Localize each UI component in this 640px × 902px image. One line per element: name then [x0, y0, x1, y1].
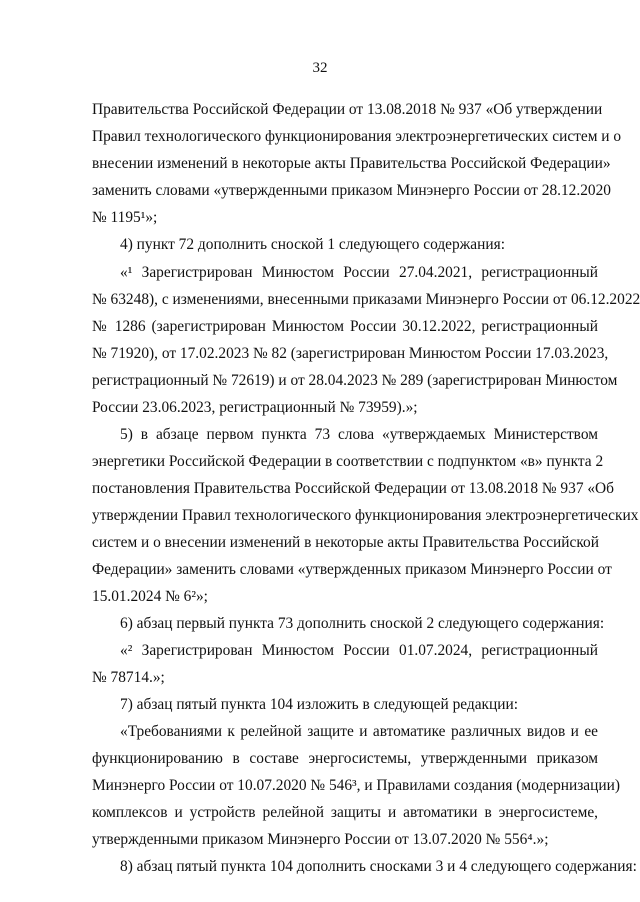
- text-line: «Требованиями к релейной защите и автоматике различных видов и ее: [120, 723, 598, 740]
- page-number: 32: [312, 60, 328, 76]
- text-line: заменить словами «утвержденными приказом Минэнерго России от 28.12.2020: [92, 182, 612, 199]
- text-line: утвержденными приказом Минэнерго России от 13.07.2020 № 556⁴.»;: [92, 831, 549, 848]
- text-line: № 1286 (зарегистрирован Минюстом России 30.12.2022, регистрационный: [92, 318, 598, 335]
- text-line: энергетики Российской Федерации в соответствии с подпунктом «в» пункта 2: [92, 453, 604, 470]
- text-line: России 23.06.2023, регистрационный № 73959).»;: [92, 399, 418, 416]
- text-line: Минэнерго России от 10.07.2020 № 546³, и Правилами создания (модернизации): [92, 777, 620, 794]
- text-line: 6) абзац первый пункта 73 дополнить сноской 2 следующего содержания:: [120, 615, 605, 632]
- text-line: № 1195¹»;: [92, 209, 158, 226]
- text-line: № 71920), от 17.02.2023 № 82 (зарегистрирован Минюстом России 17.03.2023,: [92, 345, 609, 362]
- text-line: регистрационный № 72619) и от 28.04.2023 № 289 (зарегистрирован Минюстом: [92, 372, 618, 389]
- text-line: Правил технологического функционирования электроэнергетических систем и о: [92, 128, 622, 145]
- text-line: «² Зарегистрирован Минюстом России 01.07.2024, регистрационный: [120, 642, 598, 659]
- text-line: 5) в абзаце первом пункта 73 слова «утверждаемых Министерством: [120, 426, 598, 443]
- text-line: № 63248), с изменениями, внесенными приказами Минэнерго России от 06.12.2022: [92, 291, 640, 308]
- text-line: систем и о внесении изменений в некоторые акты Правительства Российской: [92, 534, 599, 551]
- text-line: № 78714.»;: [92, 669, 165, 686]
- text-line: постановления Правительства Российской Федерации от 13.08.2018 № 937 «Об: [92, 480, 615, 497]
- text-line: 15.01.2024 № 6²»;: [92, 588, 208, 605]
- text-line: Правительства Российской Федерации от 13.08.2018 № 937 «Об утверждении: [92, 101, 603, 118]
- text-line: функционированию в составе энергосистемы, утвержденными приказом: [92, 750, 598, 767]
- text-line: внесении изменений в некоторые акты Правительства Российской Федерации»: [92, 155, 611, 172]
- text-line: утверждении Правил технологического функционирования электроэнергетических: [92, 507, 639, 524]
- text-line: комплексов и устройств релейной защиты и автоматики в энергосистеме,: [92, 804, 598, 821]
- text-line: «¹ Зарегистрирован Минюстом России 27.04.2021, регистрационный: [120, 264, 598, 281]
- text-line: 4) пункт 72 дополнить сноской 1 следующего содержания:: [120, 236, 505, 253]
- text-line: 7) абзац пятый пункта 104 изложить в следующей редакции:: [120, 696, 519, 713]
- text-line: Федерации» заменить словами «утвержденных приказом Минэнерго России от: [92, 561, 612, 578]
- text-line: 8) абзац пятый пункта 104 дополнить сносками 3 и 4 следующего содержания:: [120, 858, 637, 875]
